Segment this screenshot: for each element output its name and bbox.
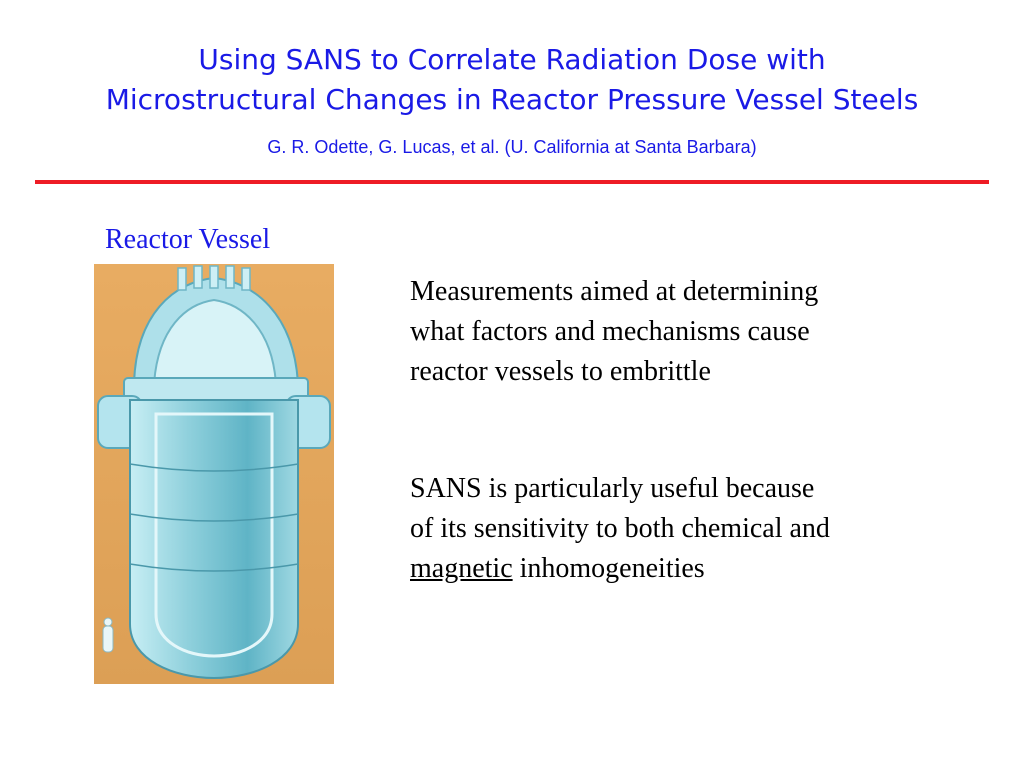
paragraph-measurements xyxy=(410,272,970,392)
reactor-vessel-image xyxy=(94,264,334,684)
paragraph-measurements-line-2: what factors and mechanisms cause xyxy=(410,316,810,347)
underlined-word-magnetic: magnetic xyxy=(410,553,513,584)
figure-caption: Reactor Vessel xyxy=(105,224,271,255)
slide-title-line-2: Microstructural Changes in Reactor Pressure Vessel Steels xyxy=(105,83,919,116)
paragraph-sans-line-2: of its sensitivity to both chemical and xyxy=(410,513,830,544)
paragraph-measurements-line-1: Measurements aimed at determining xyxy=(410,276,819,307)
paragraph-sans-usefulness xyxy=(410,469,970,589)
paragraph-sans-line-3-rest: inhomogeneities xyxy=(512,553,705,584)
title-divider xyxy=(35,180,989,184)
authors-line: G. R. Odette, G. Lucas, et al. (U. California at Santa Barbara) xyxy=(267,137,757,157)
slide-title-line-1: Using SANS to Correlate Radiation Dose with xyxy=(198,43,826,76)
slide-title xyxy=(0,40,1024,120)
paragraph-measurements-line-3: reactor vessels to embrittle xyxy=(410,356,711,387)
paragraph-sans-line-3 xyxy=(410,549,970,589)
paragraph-sans-line-1: SANS is particularly useful because xyxy=(410,473,815,504)
